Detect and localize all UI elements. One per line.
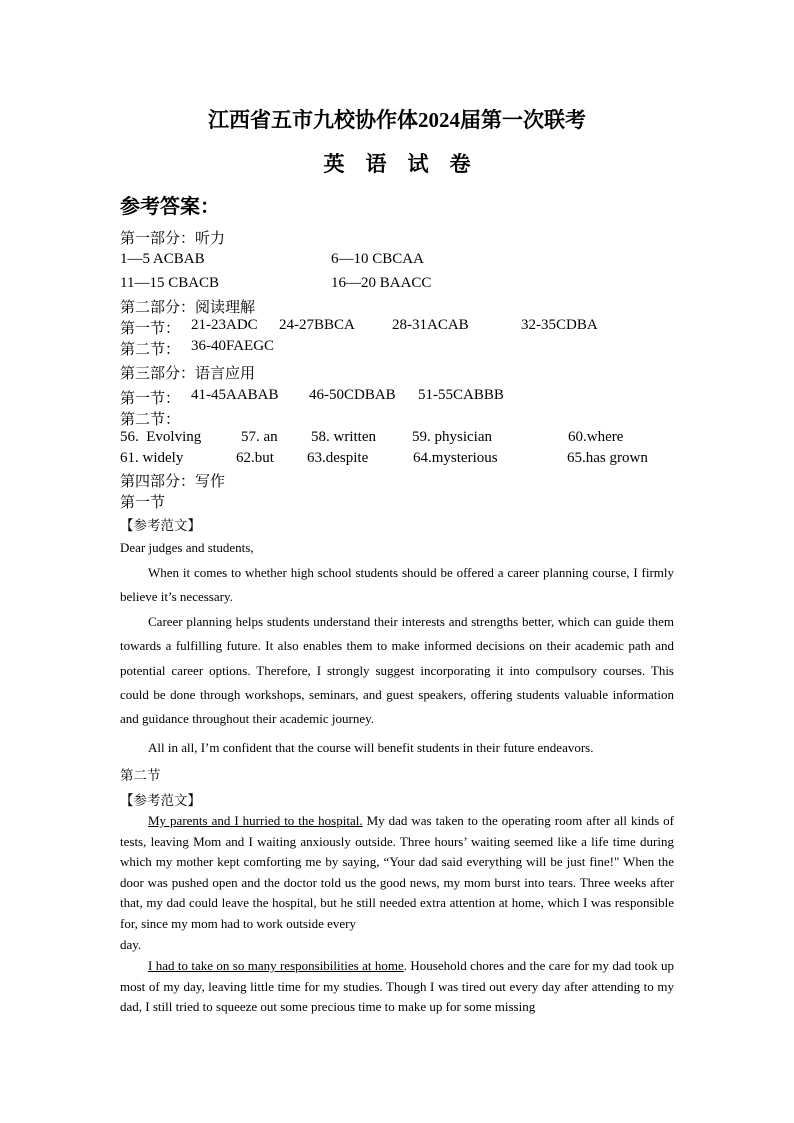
part3-answer: 46-50CDBAB: [309, 387, 396, 403]
part4-section1-label: 第一节: [120, 495, 166, 511]
part2-heading: 第二部分：阅读理解: [120, 300, 256, 316]
essay2-paragraph: [120, 811, 674, 935]
part3-answer: 65.has grown: [567, 450, 648, 466]
essay1-salutation: Dear judges and students,: [120, 540, 254, 555]
sample-essay-label: 【参考范文】: [120, 518, 201, 533]
part3-heading: 第三部分：语言应用: [120, 366, 256, 382]
page-subtitle: 英语试卷: [323, 152, 492, 176]
essay2-paragraph-tail: day.: [120, 937, 142, 952]
part2-answer: 36-40FAEGC: [191, 338, 275, 354]
essay1-paragraph: Career planning helps students understand their interests and strengths better, which can guide them towards a fulfilling future. It also enables them to make informed decisions on their academic path and potential career options. Therefore, I strongly suggest incorporating it into compulsory courses. This could be done through workshops, seminars, and guest speakers, offering students valuable information and guidance throughout their academic journey.: [120, 614, 674, 727]
part3-section2-label: 第二节：: [120, 412, 181, 428]
part2-answer: 28-31ACAB: [392, 317, 469, 333]
essay2-underlined-sentence: I had to take on so many responsibilities at home: [148, 958, 404, 973]
part4-heading: 第四部分：写作: [120, 474, 226, 490]
essay2-underlined-sentence: My parents and I hurried to the hospital.: [148, 813, 363, 828]
part3-answer: 64.mysterious: [413, 450, 498, 466]
part2-answer: 24-27BBCA: [279, 317, 355, 333]
part3-answer: 41-45AABAB: [191, 387, 279, 403]
essay2-text: My dad was taken to the operating room after all kinds of tests, leaving Mom and I waiting anxiously outside. Three hours’ waiting seemed like a life time during which my mother kept comforting me by saying, “Your dad said everything will be just fine!" When the door was pushed open and the doctor told us the good news, my mom burst into tears. Three weeks after that, my dad could leave the hospital, but he still needed extra attention at home, which I was responsible for, since my mom had to work outside every: [120, 813, 674, 931]
essay2-paragraph: [120, 956, 674, 1018]
part3-answer: 61. widely: [120, 450, 184, 466]
part3-answer: 58. written: [311, 429, 376, 445]
part1-answer: 6—10 CBCAA: [331, 251, 424, 267]
part3-answer: 62.but: [236, 450, 274, 466]
part3-section1-label: 第一节：: [120, 391, 181, 407]
part3-answer: 51-55CABBB: [418, 387, 504, 403]
part3-answer: 59. physician: [412, 429, 492, 445]
part2-section2-label: 第二节：: [120, 342, 181, 358]
essay1-paragraph: All in all, I’m confident that the course will benefit students in their future endeavors.: [148, 740, 594, 755]
part1-heading: 第一部分：听力: [120, 231, 226, 247]
part3-answer: 56. Evolving: [120, 429, 202, 445]
part2-answer: 21-23ADC: [191, 317, 258, 333]
part3-answer: 63.despite: [307, 450, 369, 466]
sample-essay-label: 【参考范文】: [120, 793, 201, 808]
answers-heading: 参考答案：: [120, 196, 220, 218]
part1-answer: 1—5 ACBAB: [120, 251, 205, 267]
part1-answer: 16—20 BAACC: [331, 275, 432, 291]
part3-answer: 57. an: [241, 429, 278, 445]
part4-section2-label: 第二节: [120, 768, 161, 783]
essay2-text: . Household chores and the care for my dad took up most of my day, leaving little time for my studies. Though I was tired out every day after attending to my dad, I still tried to squeeze out some precious time to make up for some missing: [120, 958, 675, 1015]
part2-section1-label: 第一节：: [120, 321, 181, 337]
essay1-paragraph: When it comes to whether high school students should be offered a career planning course, I firmly believe it’s necessary.: [120, 565, 674, 605]
page-title: 江西省五市九校协作体2024届第一次联考: [208, 108, 586, 132]
part2-answer: 32-35CDBA: [521, 317, 598, 333]
part3-answer: 60.where: [568, 429, 624, 445]
part1-answer: 11—15 CBACB: [120, 275, 220, 291]
